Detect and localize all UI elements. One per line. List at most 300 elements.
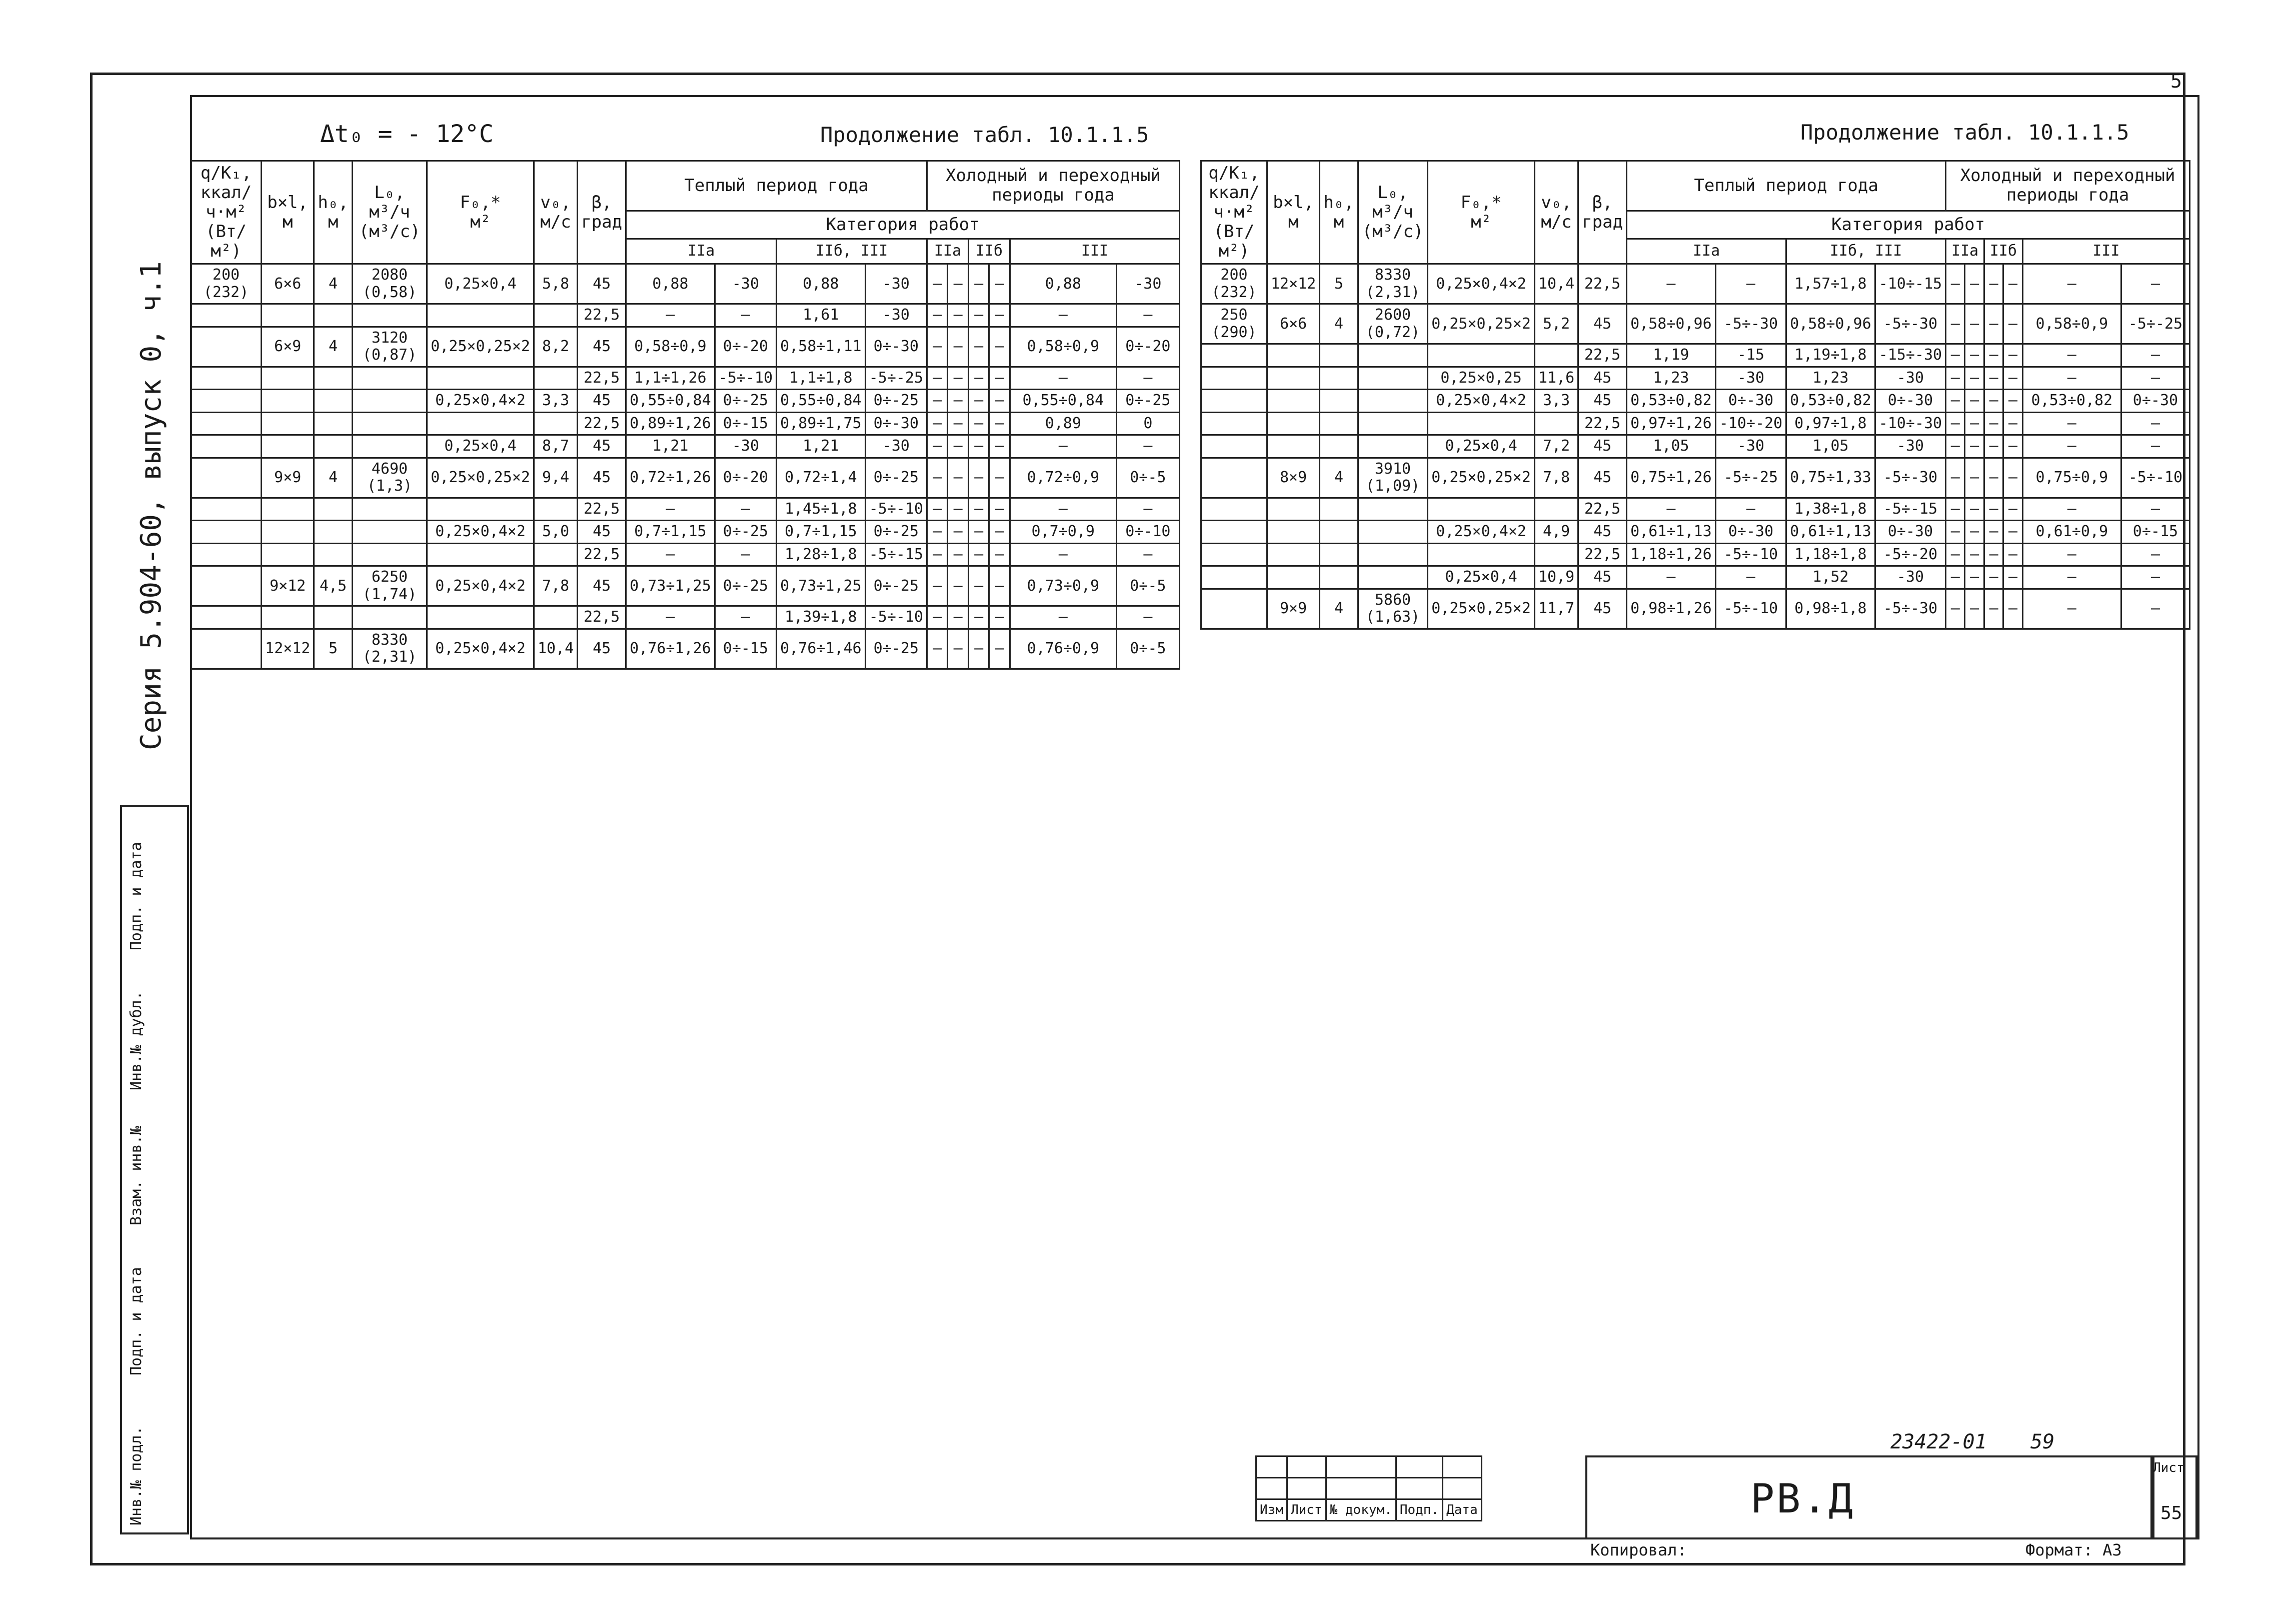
cell-a1: 0,73÷1,25: [626, 566, 715, 606]
cell-ra: 0÷-5: [1116, 629, 1179, 669]
table-row: [191, 327, 1180, 367]
cell-c2: —: [948, 606, 968, 629]
cell-h: 4: [1320, 589, 1358, 629]
cell-a2: —: [715, 498, 776, 521]
cell-a2: 0÷-20: [715, 458, 776, 498]
table-row: [1201, 521, 2190, 544]
cell-F: [1428, 498, 1535, 521]
cell-bxl: [1267, 566, 1320, 589]
cell-c4: —: [2003, 412, 2022, 435]
cell-q: [1201, 390, 1267, 413]
cell-h: 5: [314, 629, 352, 669]
cell-c3: —: [968, 327, 989, 367]
margin-label-podp-data-2: Подп. и дата: [128, 842, 145, 950]
cell-a4: 0÷-25: [865, 390, 927, 413]
cell-v: 7,2: [1534, 435, 1578, 458]
stamp-col-dokum: № докум.: [1326, 1499, 1396, 1521]
stamp-list-value: 55: [2160, 1503, 2182, 1523]
stamp-format: Формат: А3: [2025, 1540, 2122, 1559]
cell-a2: -30: [715, 264, 776, 304]
table-row: [191, 412, 1180, 435]
cell-c1: —: [1946, 498, 1965, 521]
cell-ra: —: [1116, 435, 1179, 458]
cell-h: 4: [314, 264, 352, 304]
cell-v: 4,9: [1534, 521, 1578, 544]
cell-b: 22,5: [578, 304, 626, 327]
cell-bxl: [262, 606, 314, 629]
table-row: [191, 521, 1180, 544]
cell-ra: —: [2121, 589, 2189, 629]
cell-a2: -10÷-20: [1715, 412, 1786, 435]
cell-q: [1201, 498, 1267, 521]
cell-v: 8,2: [534, 327, 577, 367]
cell-c4: —: [2003, 521, 2022, 544]
cell-a2: 0÷-25: [715, 390, 776, 413]
cell-v: 5,0: [534, 521, 577, 544]
cell-c2: —: [948, 498, 968, 521]
cell-a3: 0,55÷0,84: [777, 390, 866, 413]
table-row: [1201, 435, 2190, 458]
cell-L: 2080 (0,58): [352, 264, 427, 304]
cell-a1: 0,98÷1,26: [1627, 589, 1716, 629]
cell-a1: —: [626, 543, 715, 566]
cell-a1: —: [626, 304, 715, 327]
cell-b: 22,5: [1578, 264, 1627, 304]
cell-c4: —: [989, 435, 1010, 458]
cell-h: 4: [314, 458, 352, 498]
cell-q: 200 (232): [1201, 264, 1267, 304]
cell-c3: —: [968, 435, 989, 458]
cell-a2: 0÷-20: [715, 327, 776, 367]
cell-L: 5860 (1,63): [1358, 589, 1428, 629]
cell-bxl: 6×9: [262, 327, 314, 367]
cell-b: 22,5: [1578, 498, 1627, 521]
cell-c2: —: [948, 458, 968, 498]
cell-F: 0,25×0,4: [1428, 435, 1535, 458]
cell-ra: -5÷-10: [2121, 458, 2189, 498]
cell-c1: —: [927, 327, 947, 367]
L-header: L₀, м³/ч (м³/с): [352, 161, 427, 264]
cell-c4: —: [2003, 264, 2022, 304]
margin-label-vzam: Взам. инв.№: [128, 1126, 145, 1225]
cell-r: 0,88: [1010, 264, 1116, 304]
cell-a2: —: [715, 606, 776, 629]
cell-L: [1358, 566, 1428, 589]
cell-r: —: [2022, 412, 2121, 435]
cell-F: [427, 304, 534, 327]
cell-r: 0,89: [1010, 412, 1116, 435]
cell-F: 0,25×0,25: [1428, 367, 1535, 390]
cell-bxl: 6×6: [262, 264, 314, 304]
cell-a1: 1,18÷1,26: [1627, 543, 1716, 566]
cell-h: [1320, 498, 1358, 521]
cat-III-cold: III: [1010, 239, 1179, 264]
cell-h: [314, 498, 352, 521]
cell-L: [352, 367, 427, 390]
cell-a1: 0,61÷1,13: [1627, 521, 1716, 544]
L-header: L₀, м³/ч (м³/с): [1358, 161, 1428, 264]
cell-q: [191, 521, 262, 544]
cell-F: 0,25×0,25×2: [1428, 589, 1535, 629]
cell-c2: —: [948, 566, 968, 606]
cell-F: 0,25×0,4×2: [427, 566, 534, 606]
cell-c2: —: [948, 629, 968, 669]
cell-c2: —: [1965, 498, 1984, 521]
cell-a3: 0,58÷1,11: [777, 327, 866, 367]
cell-a4: -10÷-30: [1875, 412, 1945, 435]
cell-c1: —: [927, 435, 947, 458]
cell-q: [1201, 589, 1267, 629]
cell-r: 0,61÷0,9: [2022, 521, 2121, 544]
cell-q: [191, 606, 262, 629]
cell-v: 10,9: [1534, 566, 1578, 589]
cell-a4: 0÷-30: [1875, 521, 1945, 544]
cell-bxl: [262, 521, 314, 544]
cell-L: [1358, 498, 1428, 521]
cell-q: [191, 498, 262, 521]
category-header: Категория работ: [1627, 211, 2190, 239]
table-row: [191, 264, 1180, 304]
cell-r: —: [2022, 435, 2121, 458]
cold-period-header: Холодный и переходный периоды года: [1946, 161, 2190, 211]
cell-c4: —: [989, 390, 1010, 413]
cell-a4: 0÷-30: [1875, 390, 1945, 413]
cell-v: [534, 367, 577, 390]
cell-c3: —: [968, 264, 989, 304]
cell-L: [352, 304, 427, 327]
cat-IIa-warm: IIа: [626, 239, 777, 264]
cell-b: 22,5: [1578, 344, 1627, 367]
cell-c3: —: [1984, 367, 2003, 390]
cell-v: [534, 412, 577, 435]
cell-a3: 1,39÷1,8: [777, 606, 866, 629]
cell-r: 0,75÷0,9: [2022, 458, 2121, 498]
cell-c3: —: [1984, 521, 2003, 544]
cell-a1: 0,89÷1,26: [626, 412, 715, 435]
cell-h: [1320, 521, 1358, 544]
cell-v: 11,7: [1534, 589, 1578, 629]
stamp-col-izm: Изм: [1256, 1499, 1287, 1521]
cell-a1: 0,55÷0,84: [626, 390, 715, 413]
cell-c4: —: [2003, 344, 2022, 367]
cell-q: [1201, 543, 1267, 566]
cell-a4: -5÷-25: [865, 367, 927, 390]
table-row: [1201, 458, 2190, 498]
cell-F: [1428, 344, 1535, 367]
cell-a4: 0÷-25: [865, 458, 927, 498]
cell-b: 45: [578, 390, 626, 413]
cell-v: 3,3: [534, 390, 577, 413]
cell-c3: —: [968, 629, 989, 669]
cell-b: 45: [1578, 589, 1627, 629]
cat-IIb-III-warm: IIб, III: [1786, 239, 1946, 264]
cell-v: [1534, 498, 1578, 521]
cell-c3: —: [1984, 304, 2003, 344]
cell-b: 22,5: [1578, 412, 1627, 435]
cell-a3: 0,97÷1,8: [1786, 412, 1875, 435]
cell-c4: —: [989, 543, 1010, 566]
cell-a3: 1,05: [1786, 435, 1875, 458]
cell-a3: 0,98÷1,8: [1786, 589, 1875, 629]
table-row: [191, 458, 1180, 498]
cell-b: 45: [1578, 458, 1627, 498]
cell-c2: —: [1965, 367, 1984, 390]
cell-a4: -15÷-30: [1875, 344, 1945, 367]
cell-a4: -30: [865, 264, 927, 304]
cell-c2: —: [948, 304, 968, 327]
cell-c1: —: [1946, 344, 1965, 367]
cell-c2: —: [1965, 458, 1984, 498]
table-row: [1201, 543, 2190, 566]
cell-r: —: [1010, 606, 1116, 629]
delta-t-label: Δt₀ = - 12°C: [320, 120, 494, 148]
cell-L: [352, 390, 427, 413]
cell-r: 0,55÷0,84: [1010, 390, 1116, 413]
table-row: [191, 566, 1180, 606]
cell-c1: —: [927, 498, 947, 521]
cell-q: 200 (232): [191, 264, 262, 304]
cell-bxl: [262, 435, 314, 458]
cell-c2: —: [948, 521, 968, 544]
h-header: h₀, м: [1320, 161, 1358, 264]
cell-c4: —: [989, 327, 1010, 367]
cell-c4: —: [2003, 390, 2022, 413]
cell-ra: —: [2121, 435, 2189, 458]
cell-ra: —: [1116, 498, 1179, 521]
cold-period-header: Холодный и переходный периоды года: [927, 161, 1179, 211]
cell-ra: 0÷-20: [1116, 327, 1179, 367]
cell-a1: 0,97÷1,26: [1627, 412, 1716, 435]
cell-a4: -30: [1875, 435, 1945, 458]
cell-v: 3,3: [1534, 390, 1578, 413]
cell-F: 0,25×0,4: [1428, 566, 1535, 589]
cell-c1: —: [1946, 521, 1965, 544]
table-row: [191, 390, 1180, 413]
cell-F: 0,25×0,4×2: [427, 390, 534, 413]
cell-L: [352, 412, 427, 435]
cell-c3: —: [968, 304, 989, 327]
cell-c1: —: [1946, 589, 1965, 629]
cell-r: —: [2022, 566, 2121, 589]
cell-a1: —: [1627, 566, 1716, 589]
cell-v: [534, 304, 577, 327]
cell-c3: —: [1984, 498, 2003, 521]
cell-c4: —: [2003, 498, 2022, 521]
cat-IIa-warm: IIа: [1627, 239, 1786, 264]
cell-r: —: [2022, 543, 2121, 566]
side-series-label: Серия 5.904-60, выпуск 0, ч.1: [135, 261, 168, 750]
cell-b: 22,5: [578, 412, 626, 435]
cell-c2: —: [1965, 264, 1984, 304]
cell-c3: —: [968, 606, 989, 629]
cell-c2: —: [1965, 304, 1984, 344]
cell-a1: 1,1÷1,26: [626, 367, 715, 390]
cell-L: 3120 (0,87): [352, 327, 427, 367]
cell-b: 22,5: [578, 498, 626, 521]
cell-c4: —: [989, 606, 1010, 629]
h-header: h₀, м: [314, 161, 352, 264]
cell-L: 8330 (2,31): [1358, 264, 1428, 304]
cell-a4: -5÷-15: [1875, 498, 1945, 521]
cell-b: 45: [1578, 390, 1627, 413]
cell-c2: —: [948, 412, 968, 435]
cell-c1: —: [927, 606, 947, 629]
cell-a4: -5÷-30: [1875, 458, 1945, 498]
cell-ra: 0: [1116, 412, 1179, 435]
cell-a1: 0,58÷0,96: [1627, 304, 1716, 344]
cell-a4: -30: [1875, 566, 1945, 589]
cell-ra: —: [1116, 543, 1179, 566]
cell-a4: -5÷-20: [1875, 543, 1945, 566]
cell-c4: —: [2003, 304, 2022, 344]
cell-L: [352, 498, 427, 521]
cell-a2: -30: [1715, 435, 1786, 458]
cell-c2: —: [1965, 412, 1984, 435]
cell-v: [534, 543, 577, 566]
cell-v: 5,2: [1534, 304, 1578, 344]
cell-c3: —: [968, 367, 989, 390]
cell-a2: 0÷-15: [715, 629, 776, 669]
cell-a2: —: [1715, 264, 1786, 304]
cell-L: [1358, 521, 1428, 544]
cell-a3: 0,75÷1,33: [1786, 458, 1875, 498]
cell-c2: —: [948, 543, 968, 566]
cat-IIa-cold: IIа: [1946, 239, 1984, 264]
cell-ra: —: [2121, 264, 2189, 304]
left-table-body: [191, 264, 1180, 669]
cell-a3: 0,53÷0,82: [1786, 390, 1875, 413]
cell-q: 250 (290): [1201, 304, 1267, 344]
cell-c3: —: [1984, 566, 2003, 589]
cell-F: 0,25×0,25×2: [1428, 304, 1535, 344]
warm-period-header: Теплый период года: [1627, 161, 1946, 211]
cell-v: 9,4: [534, 458, 577, 498]
cell-q: [191, 566, 262, 606]
cell-bxl: [1267, 367, 1320, 390]
cat-IIb-cold: IIб: [968, 239, 1010, 264]
cell-bxl: [1267, 498, 1320, 521]
cell-a1: 0,72÷1,26: [626, 458, 715, 498]
cell-b: 45: [578, 264, 626, 304]
left-continuation-title: Продолжение табл. 10.1.1.5: [820, 123, 1149, 147]
cat-IIb-III-warm: IIб, III: [777, 239, 927, 264]
cell-L: [1358, 344, 1428, 367]
cell-ra: —: [2121, 498, 2189, 521]
cell-F: 0,25×0,4×2: [427, 629, 534, 669]
cell-h: 5: [1320, 264, 1358, 304]
stamp-copied: Копировал:: [1590, 1540, 1687, 1559]
cell-q: [191, 390, 262, 413]
cell-a4: -5÷-10: [865, 606, 927, 629]
table-row: [191, 304, 1180, 327]
cell-a4: -30: [865, 435, 927, 458]
cell-v: 8,7: [534, 435, 577, 458]
cell-c1: —: [927, 543, 947, 566]
cell-r: —: [1010, 435, 1116, 458]
table-row: [191, 606, 1180, 629]
cell-c2: —: [1965, 566, 1984, 589]
cell-h: 4: [1320, 304, 1358, 344]
cell-v: 10,4: [534, 629, 577, 669]
cell-bxl: [262, 367, 314, 390]
cell-L: 8330 (2,31): [352, 629, 427, 669]
cell-c4: —: [989, 304, 1010, 327]
cell-c2: —: [1965, 543, 1984, 566]
cell-q: [1201, 458, 1267, 498]
cell-bxl: [1267, 521, 1320, 544]
cell-h: 4: [1320, 458, 1358, 498]
cell-c4: —: [989, 629, 1010, 669]
right-continuation-title: Продолжение табл. 10.1.1.5: [1800, 120, 2129, 145]
q-header: q/K₁, ккал/ч·м² (Вт/м²): [191, 161, 262, 264]
cell-a1: —: [1627, 498, 1716, 521]
cell-a2: -5÷-30: [1715, 304, 1786, 344]
cell-q: [1201, 435, 1267, 458]
cell-F: [1428, 543, 1535, 566]
cell-F: 0,25×0,4×2: [1428, 390, 1535, 413]
cell-c4: —: [2003, 435, 2022, 458]
cell-h: [314, 543, 352, 566]
stamp-col-data: Дата: [1443, 1499, 1482, 1521]
cell-L: [1358, 367, 1428, 390]
cell-F: 0,25×0,4: [427, 264, 534, 304]
cell-L: [352, 606, 427, 629]
cell-a3: 0,72÷1,4: [777, 458, 866, 498]
stamp-sheet-number: 59: [2030, 1430, 2055, 1453]
cell-ra: 0÷-15: [2121, 521, 2189, 544]
cell-a4: -30: [865, 304, 927, 327]
cell-c3: —: [1984, 390, 2003, 413]
cell-c3: —: [968, 458, 989, 498]
cell-b: 45: [1578, 521, 1627, 544]
cell-c1: —: [1946, 304, 1965, 344]
cell-r: —: [2022, 264, 2121, 304]
cell-v: [534, 606, 577, 629]
cell-a1: —: [1627, 264, 1716, 304]
cell-c1: —: [1946, 458, 1965, 498]
cell-ra: 0÷-25: [1116, 390, 1179, 413]
table-row: [1201, 367, 2190, 390]
cell-q: [191, 543, 262, 566]
cell-ra: —: [1116, 367, 1179, 390]
cell-c2: —: [948, 327, 968, 367]
cell-a4: 0÷-25: [865, 566, 927, 606]
cell-a3: 0,76÷1,46: [777, 629, 866, 669]
cell-b: 45: [578, 629, 626, 669]
cell-a4: -10÷-15: [1875, 264, 1945, 304]
cell-F: [1428, 412, 1535, 435]
cell-L: 2600 (0,72): [1358, 304, 1428, 344]
cell-F: 0,25×0,25×2: [427, 458, 534, 498]
cell-c3: —: [1984, 543, 2003, 566]
right-table-body: [1201, 264, 2190, 629]
cell-b: 45: [578, 435, 626, 458]
cell-r: —: [2022, 589, 2121, 629]
cell-F: 0,25×0,4×2: [427, 521, 534, 544]
cell-h: [314, 304, 352, 327]
cell-c1: —: [927, 521, 947, 544]
cell-a3: 0,89÷1,75: [777, 412, 866, 435]
cell-a4: 0÷-25: [865, 629, 927, 669]
cell-F: [427, 543, 534, 566]
F-header: F₀,* м²: [427, 161, 534, 264]
cell-b: 22,5: [1578, 543, 1627, 566]
cell-F: 0,25×0,25×2: [427, 327, 534, 367]
stamp-col-podp: Подп.: [1396, 1499, 1442, 1521]
cell-bxl: 6×6: [1267, 304, 1320, 344]
cell-a1: 0,58÷0,9: [626, 327, 715, 367]
cell-ra: -5÷-25: [2121, 304, 2189, 344]
